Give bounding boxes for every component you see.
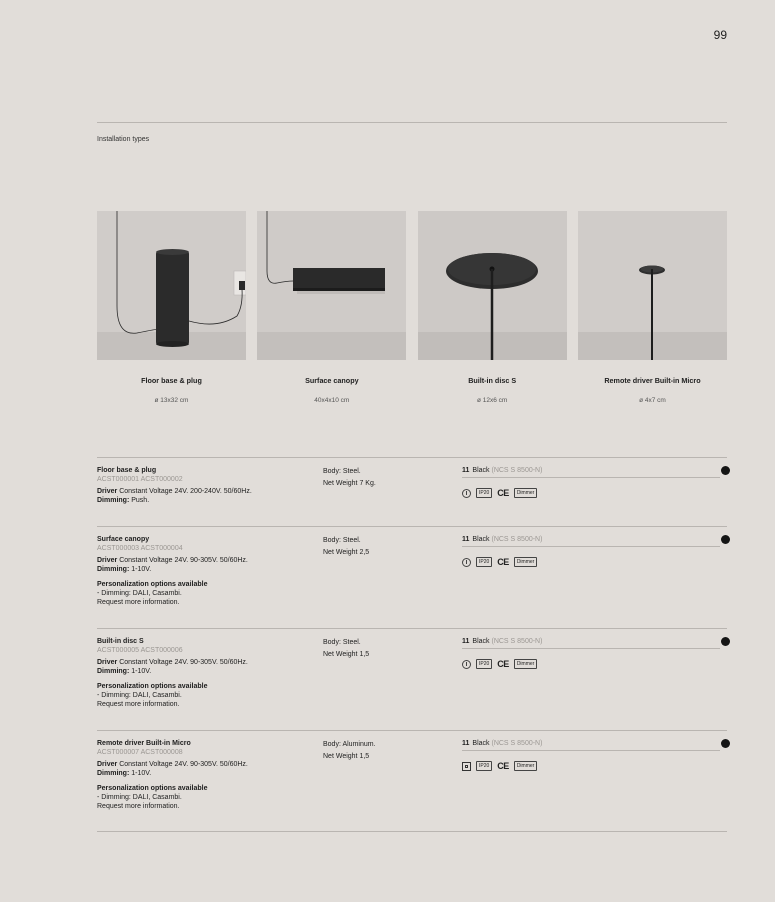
- class-i-icon: [462, 558, 471, 567]
- ip20-icon: IP20: [476, 488, 492, 498]
- product-codes: ACST000007 ACST000008: [97, 749, 183, 756]
- product-codes: ACST000003 ACST000004: [97, 545, 183, 552]
- section-title: Installation types: [97, 136, 150, 143]
- finish-ncs: (NCS S 8500-N): [491, 536, 543, 543]
- spec-row-built-in-disc: [97, 628, 727, 708]
- driver-label: Driver: [97, 488, 118, 495]
- dimmer-icon: Dimmer: [514, 761, 538, 771]
- product-name: Surface canopy: [97, 536, 150, 543]
- personalization-option: Request more information.: [97, 599, 180, 606]
- installation-dimensions: ø 13x32 cm: [154, 397, 189, 404]
- dimming-label: Dimming:: [97, 668, 130, 675]
- driver-value: Constant Voltage 24V. 90-305V. 50/60Hz.: [119, 659, 248, 666]
- installation-title: Built-in disc S: [468, 376, 517, 385]
- finish-name: Black: [472, 740, 490, 747]
- finish-ncs: (NCS S 8500-N): [491, 740, 543, 747]
- installation-dimensions: ø 4x7 cm: [639, 397, 666, 404]
- driver-line: [97, 658, 317, 667]
- installation-title: Surface canopy: [305, 376, 359, 385]
- driver-label: Driver: [97, 659, 118, 666]
- finish-swatch: [721, 535, 730, 544]
- finish-number: 11: [462, 467, 470, 474]
- net-weight: Net Weight 1,5: [323, 753, 370, 760]
- dimmer-icon: Dimmer: [514, 557, 538, 567]
- dimming-line: [97, 565, 317, 574]
- installation-card-surface-canopy: [257, 211, 406, 404]
- personalization-title: Personalization options available: [97, 785, 208, 792]
- ip20-icon: IP20: [476, 659, 492, 669]
- net-weight: Net Weight 1,5: [323, 651, 370, 658]
- dimming-label: Dimming:: [97, 770, 130, 777]
- installation-card-remote-micro: [578, 211, 727, 404]
- net-weight: Net Weight 7 Kg.: [323, 480, 376, 487]
- installation-card-floor-base: [97, 211, 246, 404]
- driver-line: [97, 556, 317, 565]
- finish-swatch: [721, 466, 730, 475]
- driver-value: Constant Voltage 24V. 90-305V. 50/60Hz.: [119, 761, 248, 768]
- dimming-value: 1-10V.: [131, 770, 152, 777]
- certification-icons: [462, 659, 727, 669]
- ip20-icon: IP20: [476, 761, 492, 771]
- product-name: Floor base & plug: [97, 467, 157, 474]
- finish-name: Black: [472, 467, 490, 474]
- net-weight: Net Weight 2,5: [323, 549, 370, 556]
- bottom-divider: [97, 831, 727, 832]
- personalization-option: - Dimming: DALI, Casambi.: [97, 692, 182, 699]
- personalization-option: - Dimming: DALI, Casambi.: [97, 794, 182, 801]
- floor-base-photo: [97, 211, 246, 360]
- spec-row-surface-canopy: [97, 526, 727, 606]
- driver-label: Driver: [97, 761, 118, 768]
- personalization-option: - Dimming: DALI, Casambi.: [97, 590, 182, 597]
- driver-line: [97, 760, 317, 769]
- body-material: Body: Steel.: [323, 639, 361, 646]
- installation-title: Floor base & plug: [141, 376, 202, 385]
- body-material: Body: Steel.: [323, 537, 361, 544]
- dimming-line: [97, 667, 317, 676]
- finish-line: [462, 637, 720, 649]
- spec-row-remote-micro: [97, 730, 727, 810]
- finish-number: 11: [462, 740, 470, 747]
- dimming-value: 1-10V.: [131, 668, 152, 675]
- surface-canopy-photo: [257, 211, 406, 360]
- driver-value: Constant Voltage 24V. 90-305V. 50/60Hz.: [119, 557, 248, 564]
- finish-ncs: (NCS S 8500-N): [491, 638, 543, 645]
- dimming-label: Dimming:: [97, 497, 130, 504]
- product-name: Remote driver Built-in Micro: [97, 740, 191, 747]
- page-number: 99: [713, 28, 727, 42]
- product-name: Built-in disc S: [97, 638, 144, 645]
- finish-line: [462, 466, 720, 478]
- dimming-line: [97, 496, 317, 505]
- spec-row-floor-base: [97, 457, 727, 504]
- ce-icon: CE: [497, 659, 509, 669]
- finish-number: 11: [462, 638, 470, 645]
- installation-card-built-in-disc: [418, 211, 567, 404]
- ce-icon: CE: [497, 557, 509, 567]
- installation-title: Remote driver Built-in Micro: [604, 376, 701, 385]
- dimming-value: 1-10V.: [131, 566, 152, 573]
- installation-gallery: [97, 211, 727, 404]
- personalization-option: Request more information.: [97, 803, 180, 810]
- dimming-line: [97, 769, 317, 778]
- body-material: Body: Steel.: [323, 468, 361, 475]
- class-i-icon: [462, 489, 471, 498]
- installation-dimensions: 40x4x10 cm: [314, 397, 350, 404]
- finish-swatch: [721, 637, 730, 646]
- dimming-label: Dimming:: [97, 566, 130, 573]
- personalization-option: Request more information.: [97, 701, 180, 708]
- installation-dimensions: ø 12x6 cm: [476, 397, 508, 404]
- ip20-icon: IP20: [476, 557, 492, 567]
- ce-icon: CE: [497, 761, 509, 771]
- class-i-icon: [462, 660, 471, 669]
- product-codes: ACST000001 ACST000002: [97, 476, 183, 483]
- built-in-disc-photo: [418, 211, 567, 360]
- product-codes: ACST000005 ACST000006: [97, 647, 183, 654]
- driver-line: [97, 487, 317, 496]
- personalization-title: Personalization options available: [97, 683, 208, 690]
- dimmer-icon: Dimmer: [514, 488, 538, 498]
- personalization-title: Personalization options available: [97, 581, 208, 588]
- class-ii-icon: [462, 762, 471, 771]
- driver-label: Driver: [97, 557, 118, 564]
- ce-icon: CE: [497, 488, 509, 498]
- driver-value: Constant Voltage 24V. 200-240V. 50/60Hz.: [119, 488, 252, 495]
- finish-name: Black: [472, 638, 490, 645]
- certification-icons: [462, 557, 727, 567]
- finish-line: [462, 535, 720, 547]
- finish-name: Black: [472, 536, 490, 543]
- certification-icons: [462, 488, 727, 498]
- top-divider: [97, 122, 727, 123]
- certification-icons: [462, 761, 727, 771]
- finish-ncs: (NCS S 8500-N): [491, 467, 543, 474]
- body-material: Body: Aluminum.: [323, 741, 376, 748]
- finish-swatch: [721, 739, 730, 748]
- finish-number: 11: [462, 536, 470, 543]
- dimming-value: Push.: [131, 497, 150, 504]
- finish-line: [462, 739, 720, 751]
- dimmer-icon: Dimmer: [514, 659, 538, 669]
- remote-micro-photo: [578, 211, 727, 360]
